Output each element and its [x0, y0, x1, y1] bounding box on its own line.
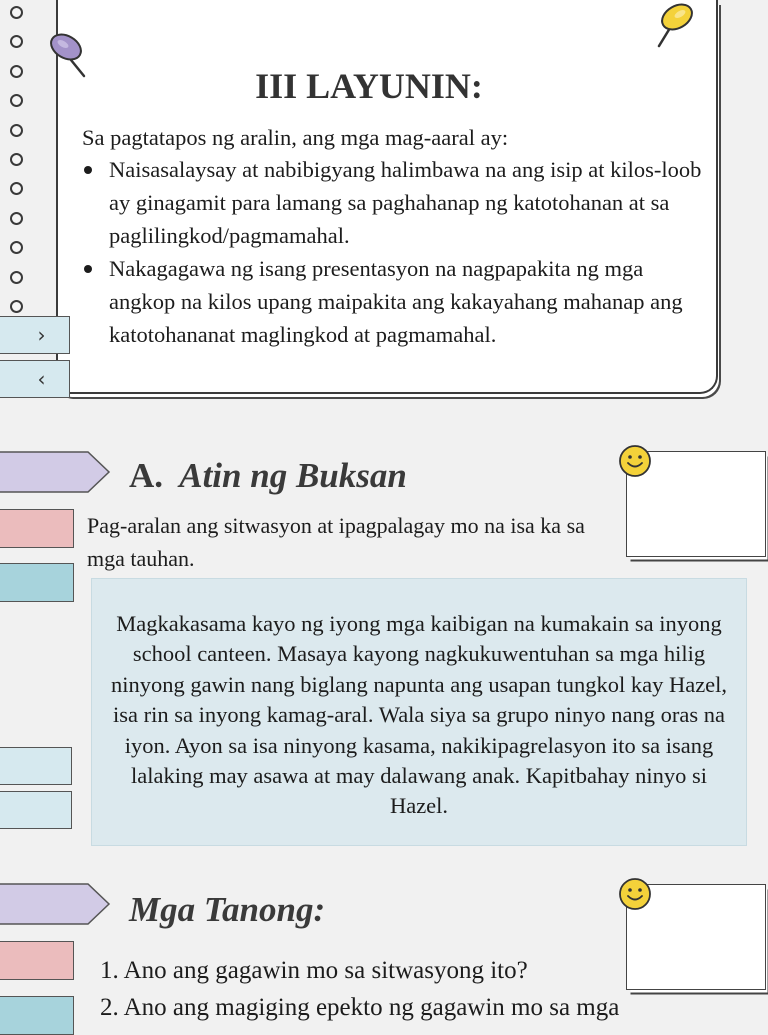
lavender-arrow-tab — [0, 883, 112, 925]
next-slide-button[interactable] — [0, 316, 70, 354]
ring — [10, 241, 23, 254]
smiley-icon — [618, 444, 652, 478]
pink-tab — [0, 941, 74, 980]
light-blue-tab — [0, 747, 72, 785]
ring — [10, 153, 23, 166]
question-item: 1. Ano ang gagawin mo sa sitwasyong ito? — [100, 957, 528, 984]
lavender-arrow-tab — [0, 451, 112, 493]
section-a-label: A. — [129, 456, 164, 495]
questions-list — [100, 952, 740, 1026]
ring — [10, 94, 23, 107]
ring — [10, 35, 23, 48]
scenario-box: Magkakasama kayo ng iyong mga kaibigan na kumakain sa inyong school canteen. Masaya kayong nagkukuwentuhan sa mga hilig ninyong gawin nang biglang napunta ang usapan tungkol kay Hazel, isa rin sa inyong kamag-aral. Wala siya sa grupo ninyo nang oras na iyon. Ayon sa isa ninyong kasama, nakikipagrelasyon ito sa isang lalaking may asawa at may dalawang anak. Kapitbahay ninyo si Hazel. — [91, 578, 747, 846]
pushpin-yellow-icon — [650, 2, 698, 52]
chevron-right-icon: › — [37, 323, 46, 347]
objective-item: Naisasalaysay at nabibigyang halimbawa na ang isip at kilos-loob ay ginagamit para lamang sa paghahanap ng katotohanan at sa paglilingkod/pagmamahal. — [82, 153, 702, 252]
objective-item: Nakagagawa ng isang presentasyon na nagpapakita ng mga angkop na kilos upang maipakita ang kakayahang mahanap ang katotohananat maglingkod at pagmamahal. — [82, 252, 702, 351]
ring — [10, 124, 23, 137]
layunin-intro: Sa pagtatapos ng aralin, ang mga mag-aaral ay: — [82, 125, 509, 150]
question-item: 2. Ano ang magiging epekto ng gagawin mo sa mga — [100, 994, 620, 1021]
chevron-left-icon: ‹ — [37, 367, 46, 391]
tanong-heading: Mga Tanong: — [129, 890, 326, 929]
ring — [10, 182, 23, 195]
ring — [10, 6, 23, 19]
ring — [10, 65, 23, 78]
light-blue-tab — [0, 791, 72, 829]
objectives-list — [82, 153, 702, 351]
layunin-title: III LAYUNIN: — [255, 66, 483, 106]
smiley-icon — [618, 877, 652, 911]
ring — [10, 271, 23, 284]
notebook-rings — [10, 6, 26, 359]
ring — [10, 212, 23, 225]
section-a-title: Atin ng Buksan — [179, 456, 407, 495]
section-a-heading — [129, 456, 407, 496]
previous-slide-button[interactable] — [0, 360, 70, 398]
teal-tab — [0, 563, 74, 602]
ring — [10, 300, 23, 313]
teal-tab — [0, 996, 74, 1035]
instruction-text: Pag-aralan ang sitwasyon at ipagpalagay mo na isa ka sa mga tauhan. — [87, 513, 585, 571]
pink-tab — [0, 509, 74, 548]
